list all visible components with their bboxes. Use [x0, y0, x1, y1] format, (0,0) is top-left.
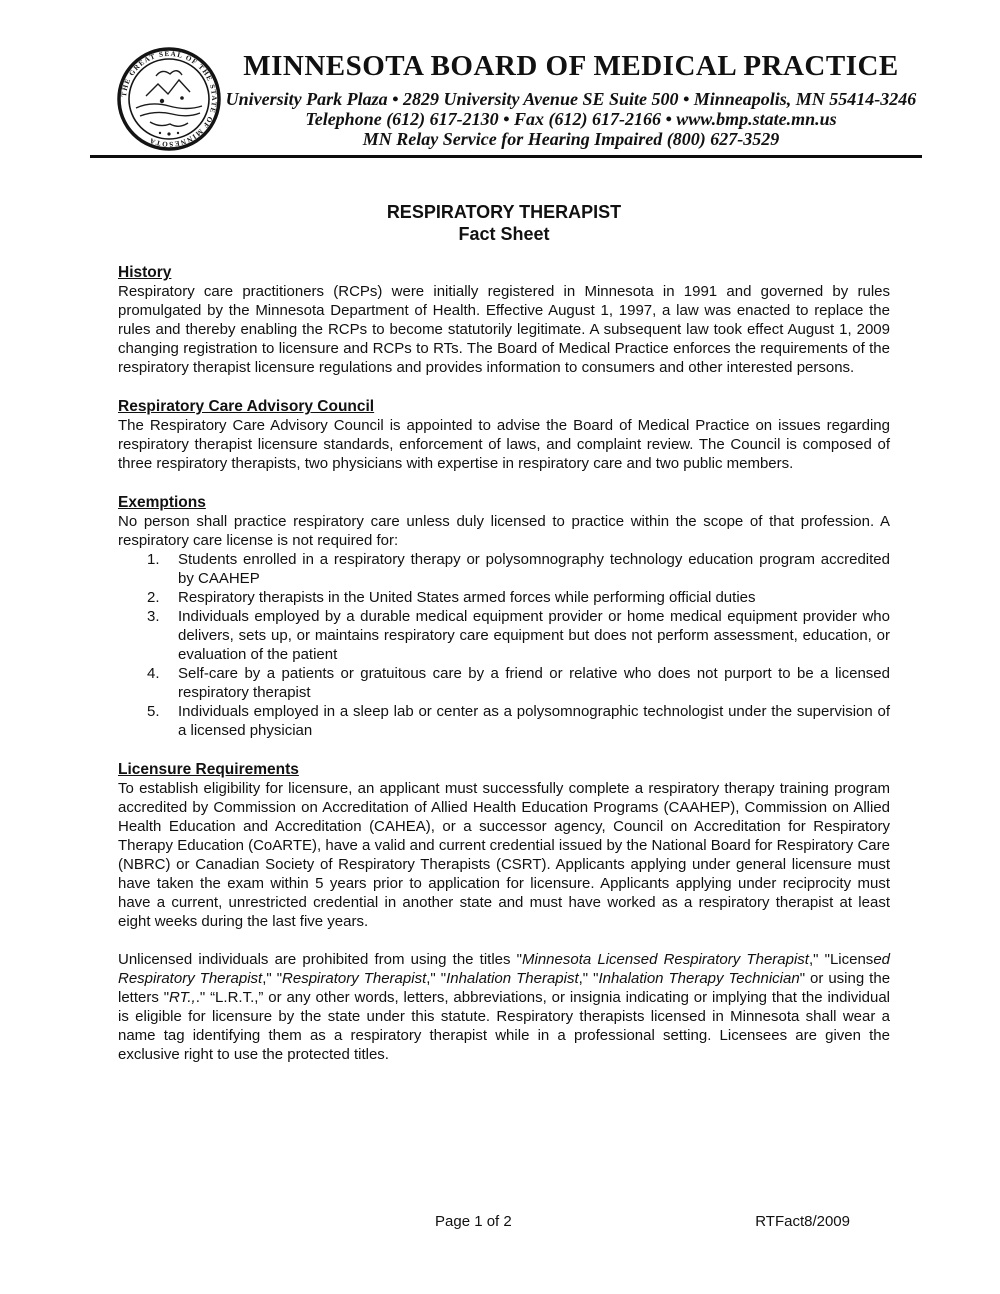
relay-line: MN Relay Service for Hearing Impaired (800) 627-3529 — [362, 129, 780, 149]
document-body — [118, 263, 890, 1084]
section-advisory-council — [118, 397, 890, 473]
exemption-item-1: Students enrolled in a respiratory therapy or polysomnography technology education program accredited by CAAHEP — [178, 551, 890, 587]
letterhead-text — [222, 46, 920, 149]
advisory-council-paragraph: The Respiratory Care Advisory Council is appointed to advise the Board of Medical Practice on issues regarding respiratory therapist licensure standards, enforcement of laws, and complaint review. The Council is composed of three respiratory therapists, two physicians with expertise in respiratory care and two public members. — [118, 417, 890, 472]
section-licensure-requirements — [118, 760, 890, 1064]
organization-name: MINNESOTA BOARD OF MEDICAL PRACTICE — [243, 50, 899, 82]
section-heading-exemptions: Exemptions — [118, 494, 206, 511]
minnesota-state-seal-icon — [116, 46, 222, 152]
section-heading-advisory-council: Respiratory Care Advisory Council — [118, 398, 375, 415]
letterhead-divider — [90, 155, 922, 158]
document-title-line2: Fact Sheet — [458, 224, 550, 244]
section-exemptions — [118, 493, 890, 740]
document-code: RTFact8/2009 — [755, 1213, 850, 1230]
letterhead — [90, 46, 920, 152]
page-number: Page 1 of 2 — [435, 1213, 512, 1230]
history-paragraph: Respiratory care practitioners (RCPs) were initially registered in Minnesota in 1991 and governed by rules promulgated by the Minnesota Department of Health. Effective August 1, 1997, a law was enacted to replace the rules and thereby enabling the RCPs to become statutorily legitimate. A subsequent law took effect August 1, 2009 changing registration to licensure and RCPs to RTs. The Board of Medical Practice enforces the requirements of the respiratory therapist licensure regulations and provides information to consumers and other interested persons. — [118, 283, 890, 376]
document-title-line1: RESPIRATORY THERAPIST — [386, 202, 622, 222]
section-history — [118, 263, 890, 377]
document-title — [118, 201, 890, 245]
exemption-item-2: Respiratory therapists in the United States armed forces while performing official duties — [178, 589, 756, 606]
address-line: University Park Plaza • 2829 University Avenue SE Suite 500 • Minneapolis, MN 55414-3246 — [225, 89, 917, 109]
seal-rim-text: THE GREAT SEAL OF THE STATE OF MINNESOTA — [119, 49, 219, 149]
protected-titles-paragraph: Unlicensed individuals are prohibited from using the titles "Minnesota Licensed Respiratory Therapist," "Licensed Respiratory Therapist," "Respiratory Therapist," "Inhalation Therapist," "Inhalation Therapy Technician" or using the letters "RT.,." “L.R.T.,” or any other words, letters, abbreviations, or insignia indicating or implying that the individual is eligible for licensure by the state under this statute. Respiratory therapists licensed in Minnesota shall wear a name tag identifying them as a respiratory therapist while in a professional setting. Licensees are given the exclusive right to use the protected titles. — [118, 951, 891, 1063]
licensure-paragraph: To establish eligibility for licensure, an applicant must successfully complete a respiratory therapy training program accredited by Commission on Accreditation of Allied Health Education Programs (CAAHEP), Commission on Allied Health Education and Accreditation (CAHEA), or a successor agency, Council on Accreditation for Respiratory Therapy Education (CoARTE), have a valid and current credential issued by the National Board for Respiratory Care (NBRC) or Canadian Society of Respiratory Therapists (CSRT). Applicants applying under general licensure must have taken the exam within 5 years prior to application for licensure. Applicants applying under reciprocity must have a current, unrestricted credential in another state and must have worked as a respiratory therapist at least eight weeks during the last five years. — [118, 780, 890, 930]
contact-line: Telephone (612) 617-2130 • Fax (612) 617-2166 • www.bmp.state.mn.us — [305, 109, 837, 129]
section-heading-licensure: Licensure Requirements — [118, 761, 299, 778]
exemptions-list — [118, 550, 890, 740]
exemption-item-5: Individuals employed in a sleep lab or center as a polysomnographic technologist under the supervision of a licensed physician — [178, 703, 890, 739]
exemption-item-4: Self-care by a patients or gratuitous care by a friend or relative who does not purport to be a licensed respiratory therapist — [178, 665, 890, 701]
seal-engraving — [136, 71, 202, 127]
exemptions-paragraph: No person shall practice respiratory care unless duly licensed to practice within the scope of that profession. A respiratory care license is not required for: — [118, 513, 890, 549]
section-heading-history: History — [118, 264, 172, 281]
exemption-item-3: Individuals employed by a durable medical equipment provider or home medical equipment provider who delivers, sets up, or maintains respiratory care equipment but does not perform assessment, education, or evaluation of the patient — [178, 608, 890, 663]
